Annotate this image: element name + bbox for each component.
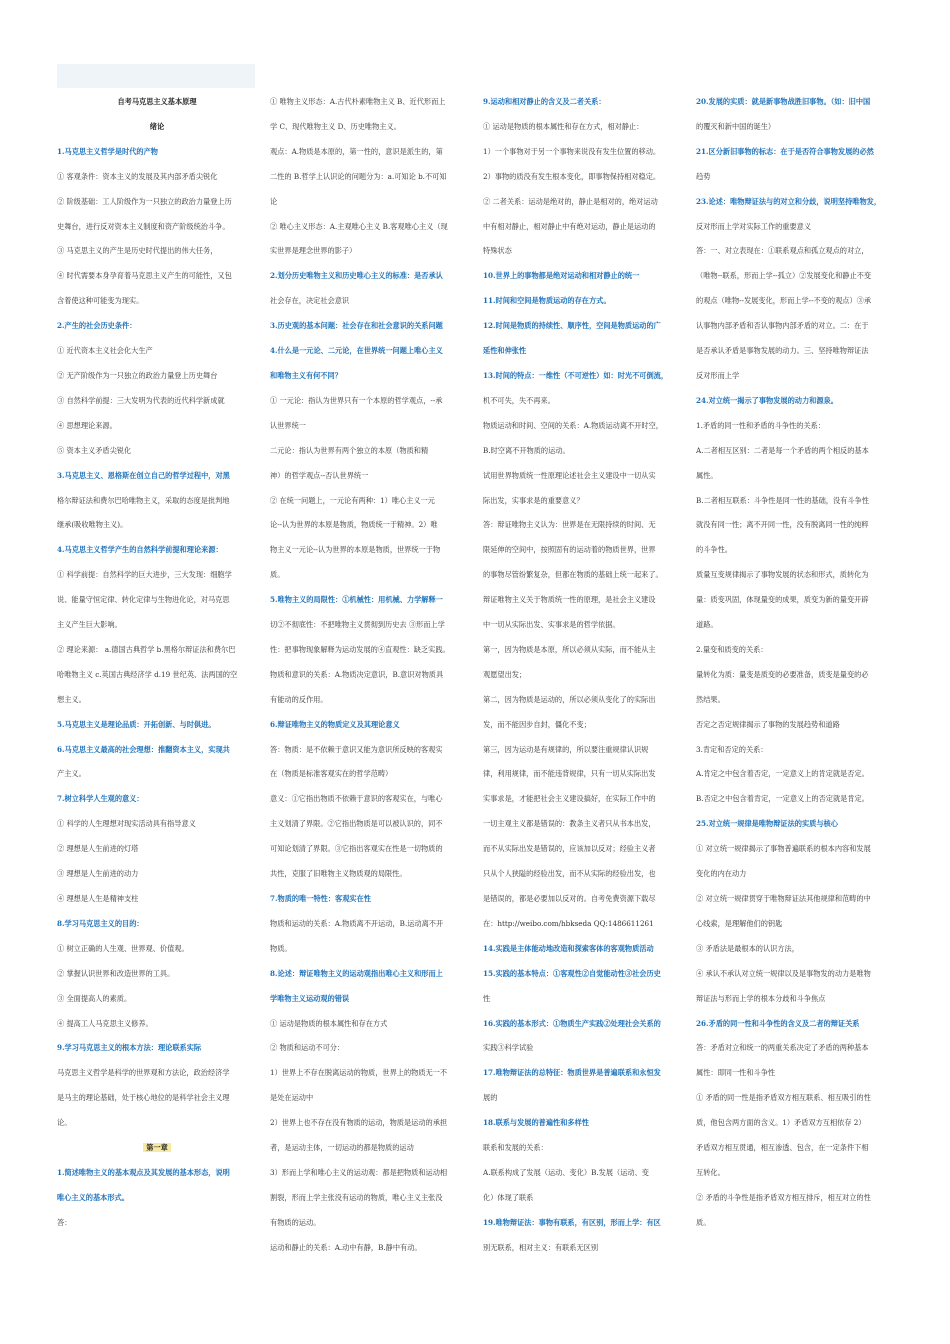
text-line: 二性的 B.哲学上认识论的问题分为：a.可知论 b.不可知: [270, 171, 447, 181]
text-line: 律，利用规律，而不能违背规律，只有一切从实际出发: [483, 769, 656, 779]
text-line: 中有相对静止，相对静止中有绝对运动，静止是运动的: [483, 221, 656, 231]
section-heading: 20.发展的实质：就是新事物战胜旧事物。（如：旧中国: [696, 97, 871, 106]
text-line: 答：: [57, 1217, 72, 1227]
text-line: 者，是运动主体，一切运动的都是物质的运动: [270, 1143, 414, 1153]
text-line: ③ 自然科学前提：三大发明为代表的近代科学新成就: [57, 395, 225, 405]
document-title: 绪论: [149, 121, 165, 131]
text-line: B.二者相互联系：斗争性是同一性的基础，没有斗争性: [696, 495, 869, 505]
text-line: 有能动的反作用。: [270, 694, 328, 704]
text-line: 实事求是，才能把社会主义建设搞好，在实际工作中的: [483, 794, 656, 804]
section-heading: 9.运动和相对静止的含义及二者关系：: [483, 97, 606, 106]
text-line: 的覆灭和新中国的诞生）: [696, 121, 776, 131]
section-heading: 10.世界上的事物都是绝对运动和相对静止的统一: [483, 271, 640, 281]
section-heading: 14.实践是主体能动地改造和探索客体的客观物质活动: [483, 943, 654, 953]
text-line: ① 唯物主义形态：A.古代朴素唯物主义 B、近代形而上: [270, 97, 446, 106]
text-line: 观点：A.物质是本原的，第一性的，意识是派生的，第: [270, 146, 443, 156]
section-heading: 2.产生的社会历史条件：: [57, 321, 137, 331]
text-line: 物质和意识的关系：A.物质决定意识，B.意识对物质具: [270, 669, 444, 679]
text-column-1: [57, 90, 257, 1236]
section-heading: 6.马克思主义最高的社会理想：推翻资本主义，实现共: [57, 744, 230, 754]
section-heading: 21.区分新旧事物的标志：在于是否符合事物发展的必然: [696, 146, 874, 156]
text-line: ③ 矛盾法是最根本的认识方法，: [696, 943, 799, 953]
text-line: 割裂，形而上学主张没有运动的物质，唯心主义主张没: [270, 1192, 443, 1202]
text-line: 1）一个事物对于另一个事物来说没有发生位置的移动。: [483, 146, 661, 156]
section-heading: 8.论述：辩证唯物主义的运动观指出唯心主义和形而上: [270, 968, 443, 978]
text-line: 学 C、现代唯物主义 D、历史唯物主义。: [270, 121, 401, 131]
text-line: ② 对立统一规律贯穿于唯物辩证法其他规律和范畴的中: [696, 894, 871, 903]
text-line: 机不可失，失不再来。: [483, 395, 555, 405]
text-line: 一切主观主义都是错误的：教条主义者只从书本出发，: [483, 819, 656, 829]
text-line: 就没有同一性；离不开同一性，没有脱离同一性的纯粹: [696, 520, 869, 530]
text-line: ② 理论来源： a.德国古典哲学 b.黑格尔辩证法和费尔巴: [57, 644, 236, 654]
text-line: 主义产生巨大影响。: [57, 620, 122, 630]
text-line: 然结果。: [696, 694, 725, 704]
text-line: 产主义。: [57, 769, 86, 779]
section-heading: 和唯物主义有何不同？: [270, 370, 342, 380]
text-line: ① 近代资本主义社会化大生产: [57, 346, 153, 356]
text-line: 物质和运动的关系：A.物质离不开运动，B.运动离不开: [270, 918, 444, 928]
text-line: 的观点（唯物--发展变化，形而上学--不变的观点）③承: [696, 296, 872, 306]
text-line: 2）世界上也不存在没有物质的运动，物质是运动的承担: [270, 1118, 448, 1128]
section-heading: 13.时间的特点：一维性（不可逆性）如：时光不可倒流，: [483, 370, 669, 380]
text-line: 反对形而上学: [696, 370, 740, 380]
text-line: 特殊状态: [483, 246, 512, 256]
text-line: 辩证唯物主义关于物质统一性的原理，是社会主义建设: [483, 595, 656, 605]
chapter-heading-label: 第一章: [143, 1143, 171, 1152]
text-line: 马克思主义哲学是科学的世界观和方法论，政治经济学: [57, 1068, 230, 1078]
text-line: 第一，因为物质是本原，所以必须从实际，而不能从主: [483, 644, 656, 654]
text-line: 性: [483, 993, 491, 1003]
text-line: ① 矛盾的同一性是指矛盾双方相互联系、相互吸引的性: [696, 1093, 871, 1103]
text-line: 否定之否定规律揭示了事物的发展趋势和道路: [696, 719, 840, 729]
text-line: 性：把事物现象解释为运动发展的④直观性：缺乏实践。: [270, 644, 450, 654]
text-line: 实世界是理念世界的影子）: [270, 246, 357, 256]
section-heading: 7.物质的唯一特性：客观实在性: [270, 894, 371, 903]
text-line: 共性，克服了旧唯物主义物质观的局限性。: [270, 869, 407, 879]
section-heading: 4.什么是一元论、二元论，在世界统一问题上唯心主义: [270, 346, 443, 356]
text-line: 试用世界物质统一性原理论述社会主义建设中一切从实: [483, 470, 656, 480]
text-line: 质量互变规律揭示了事物发展的状态和形式，质转化为: [696, 570, 869, 580]
section-heading: 7.树立科学人生观的意义：: [57, 794, 144, 804]
text-line: 的事物尽管纷繁复杂，但都在物质的基础上统一起来了。: [483, 570, 663, 580]
text-line: 切②不彻底性：不把唯物主义贯彻到历史去 ③形而上学: [270, 620, 445, 630]
text-line: A.联系构成了发展（运动、变化）B.发展（运动、变: [483, 1167, 649, 1177]
text-line: 在（物质是标准客观实在的哲学范畴）: [270, 769, 393, 779]
section-heading: 延性和伸张性: [483, 346, 527, 356]
text-line: 主义划清了界限。②它指出物质是可以被认识的，同不: [270, 819, 443, 829]
text-line: 是处在运动中: [270, 1093, 314, 1103]
text-line: ④ 思想理论来源。: [57, 420, 117, 430]
text-line: 的斗争性。: [696, 545, 732, 555]
section-heading: 1.简述唯物主义的基本观点及其发展的基本形态，说明: [57, 1167, 230, 1177]
text-line: 想主义。: [57, 694, 86, 704]
text-line: 答：辩证唯物主义认为：世界是在无限持续的时间、无: [483, 520, 656, 530]
section-heading: 9.学习马克思主义的根本方法：理论联系实际: [57, 1043, 202, 1053]
text-line: ② 物质和运动不可分：: [270, 1043, 345, 1053]
section-heading: 1.马克思主义哲学是时代的产物: [57, 146, 158, 156]
text-line: 属性：即同一性和斗争性: [696, 1068, 776, 1078]
section-heading: 5.马克思主义是理论品质：开拓创新、与时俱进。: [57, 719, 216, 729]
text-line: 答：物质：是不依赖于意识又能为意识所反映的客观实: [270, 744, 443, 754]
text-line: ④ 提高工人马克思主义修养。: [57, 1018, 153, 1028]
section-heading: 唯心主义的基本形式。: [57, 1192, 129, 1202]
text-line: 而不从实际出发是错误的，应该加以反对；经验主义者: [483, 844, 656, 854]
text-line: 有物质的运动。: [270, 1217, 321, 1227]
text-line: 质。: [696, 1217, 711, 1227]
text-line: B.时空离不开物质的运动。: [483, 445, 570, 455]
text-line: 论--认为世界的本原是物质，物质统一于精神。2）唯: [270, 520, 438, 530]
text-line: 是否承认矛盾是事物发展的动力。三、坚持唯物辩证法: [696, 346, 869, 356]
text-line: 观愿望出发；: [483, 669, 527, 679]
text-line: 可知论划清了界限。③它指出客观实在性是一切物质的: [270, 844, 443, 854]
text-line: 心线索，是理解他们的钥匙: [696, 918, 783, 928]
text-line: 格尔辩证法和费尔巴哈唯物主义，采取的态度是批判地: [57, 495, 230, 505]
section-heading: 8.学习马克思主义的目的：: [57, 918, 144, 928]
section-heading: 5.唯物主义的局限性：①机械性：用机械、力学解释一: [270, 595, 443, 605]
text-line: 史舞台，进行反对资本主义制度和资产阶级统治斗争。: [57, 221, 230, 231]
text-line: 质。: [270, 570, 285, 580]
section-heading: 学唯物主义运动观的错误: [270, 993, 350, 1003]
text-line: ② 矛盾的斗争性是指矛盾双方相互排斥，相互对立的性: [696, 1192, 871, 1202]
text-line: 2.量变和质变的关系：: [696, 644, 768, 654]
text-line: （唯物--联系，形而上学--孤立）②发展变化和静止不变: [696, 271, 872, 281]
text-line: A.二者相互区别：二者是每一个矛盾的两个相反的基本: [696, 445, 869, 455]
text-line: 变化的内在动力: [696, 869, 747, 879]
text-line: 说、能量守恒定律、转化定律与生物进化论，对马克思: [57, 595, 230, 605]
text-line: ① 树立正确的人生观、世界观、价值观。: [57, 943, 189, 953]
text-line: 展的: [483, 1093, 498, 1103]
text-line: A.肯定之中包含着否定，一定意义上的肯定就是否定。: [696, 769, 869, 779]
section-heading: 25.对立统一规律是唯物辩证法的实质与核心: [696, 819, 838, 829]
text-line: 2）事物的质没有发生根本变化，即事物保持相对稳定。: [483, 171, 661, 181]
section-heading: 19.唯物辩证法：事物有联系，有区别，形而上学：有区: [483, 1217, 661, 1227]
text-line: 别无联系，相对主义：有联系无区别: [483, 1242, 599, 1252]
text-line: 认事物内部矛盾和否认事物内部矛盾的对立。二：在于: [696, 321, 869, 331]
text-line: 3.肯定和否定的关系：: [696, 744, 768, 754]
section-heading: 2.划分历史唯物主义和历史唯心主义的标准：是否承认: [270, 271, 443, 281]
text-line: 1.矛盾的同一性和矛盾的斗争性的关系：: [696, 420, 826, 430]
text-line: 第二，因为物质是运动的，所以必须从变化了的实际出: [483, 694, 656, 704]
text-line: B.否定之中包含着肯定，一定意义上的否定就是肯定。: [696, 794, 869, 804]
section-heading: 17.唯物辩证法的总特征：物质世界是普遍联系和永恒发: [483, 1068, 661, 1078]
section-heading: 18.联系与发展的普遍性和多样性: [483, 1118, 589, 1128]
text-line: ② 理想是人生前进的灯塔: [57, 844, 139, 854]
text-line: 3）形而上学和唯心主义的运动观：都是把物质和运动相: [270, 1167, 448, 1177]
text-line: 属性。: [696, 470, 718, 480]
text-line: 实践③科学试验: [483, 1043, 534, 1053]
text-line: 只从个人狭隘的经验出发，而不从实际的经验出发，也: [483, 869, 656, 879]
text-line: ① 客观条件：资本主义的发展及其内部矛盾尖锐化: [57, 171, 218, 181]
text-line: ① 对立统一规律揭示了事物普遍联系的根本内容和发展: [696, 844, 871, 854]
text-line: ② 二者关系：运动是绝对的，静止是相对的，绝对运动: [483, 196, 658, 206]
text-line: 论: [270, 196, 278, 206]
text-line: 答：一、对立表现在：①联系观点和孤立观点的对立，: [696, 246, 869, 256]
text-line: ② 唯心主义形态：A.主观唯心主义 B.客观唯心主义（现: [270, 221, 448, 231]
text-line: 论。: [57, 1118, 72, 1128]
text-line: 运动和静止的关系：A.动中有静，B.静中有动。: [270, 1242, 422, 1252]
text-line: 量：质变巩固，体现量变的成果，质变为新的量变开辟: [696, 595, 869, 605]
chapter-heading: [57, 1136, 257, 1161]
text-column-4: [696, 90, 896, 1236]
text-line: ② 掌握认识世界和改造世界的工具。: [57, 968, 175, 978]
header-highlight-band: [57, 64, 255, 88]
text-line: 是马主的理论基础，处于核心地位的是科学社会主义理: [57, 1093, 230, 1103]
text-line: 是错误的，都是必要加以反对的。自考免费资源下载尽: [483, 894, 656, 903]
text-line: 继承(吸收唯物主义)。: [57, 520, 128, 530]
section-heading: 26.矛盾的同一性和斗争性的含义及二者的辩证关系: [696, 1018, 860, 1028]
text-line: 反对形而上学对实际工作的重要意义: [696, 221, 812, 231]
section-heading: 11.时间和空间是物质运动的存在方式。: [483, 296, 611, 306]
text-column-2: [270, 90, 470, 1261]
text-line: 第三，因为运动是有规律的，所以要注重规律认识规: [483, 744, 649, 754]
text-line: 趋势: [696, 171, 711, 181]
text-line: 量转化为质：量变是质变的必要准备，质变是量变的必: [696, 669, 869, 679]
text-line: ① 运动是物质的根本属性和存在方式: [270, 1018, 388, 1028]
text-line: 哈唯物主义 c.英国古典经济学 d.19 世纪英、法两国的空: [57, 669, 238, 679]
text-line: ⑤ 资本主义矛盾尖锐化: [57, 445, 132, 455]
text-line: 认世界统一: [270, 420, 306, 430]
text-line: ② 阶级基础：工人阶级作为一只独立的政治力量登上历: [57, 196, 232, 206]
text-line: 神）的哲学观点--否认世界统一: [270, 470, 369, 480]
text-line: 意义：①它指出物质不依赖于意识的客观实在，与唯心: [270, 794, 443, 804]
text-line: 限延伸的空间中，按照固有的运动着的物质世界，世界: [483, 545, 656, 555]
section-heading: 23.论述：唯物辩证法与的对立和分歧，说明坚持唯物发，: [696, 196, 882, 206]
text-line: ② 在统一问题上，一元论有两种：1）唯心主义一元: [270, 495, 435, 505]
document-title: 自考马克思主义基本原理: [117, 97, 197, 106]
text-line: ① 科学的人生理想对现实活动具有指导意义: [57, 819, 196, 829]
text-line: 联系和发展的关系：: [483, 1143, 548, 1153]
text-line: 互转化。: [696, 1167, 725, 1177]
section-heading: 6.辩证唯物主义的物质定义及其理论意义: [270, 719, 400, 729]
text-line: ③ 马克思主义的产生是历史时代提出的伟大任务，: [57, 246, 218, 256]
section-heading: 12.时间是物质的持续性、顺序性，空间是物质运动的广: [483, 321, 661, 331]
text-line: 质，他包含两方面的含义。1）矛盾双方互相依存 2）: [696, 1118, 866, 1128]
text-line: ① 科学前提：自然科学的巨大进步，三大发现：细胞学: [57, 570, 232, 580]
text-column-3: [483, 90, 683, 1261]
text-line: ④ 时代需要本身孕育着马克思主义产生的可能性，又包: [57, 271, 232, 281]
section-heading: 4.马克思主义哲学产生的自然科学前提和理论来源：: [57, 545, 223, 555]
text-line: 际出发，实事求是的重要意义？: [483, 495, 584, 505]
text-line: ③ 全面提高人的素质。: [57, 993, 132, 1003]
text-line: ① 运动是物质的根本属性和存在方式，相对静止：: [483, 121, 644, 131]
section-heading: 3.马克思主义、恩格斯在创立自己的哲学过程中，对黑: [57, 470, 230, 480]
text-line: 中一切从实际出发、实事求是的哲学依据。: [483, 620, 620, 630]
text-line: 矛盾双方相互贯通，相互渗透、包含，在一定条件下相: [696, 1143, 869, 1153]
text-line: 含着使这种可能变为现实。: [57, 296, 144, 306]
text-line: 道路。: [696, 620, 718, 630]
text-line: ② 无产阶级作为一只独立的政治力量登上历史舞台: [57, 370, 218, 380]
text-line: 在：http://weibo.com/hbkseda QQ:1486611261: [483, 918, 654, 928]
text-line: 辩证法与形而上学的根本分歧和斗争焦点: [696, 993, 826, 1003]
section-heading: 15.实践的基本特点：①客观性②自觉能动性③社会历史: [483, 968, 661, 978]
text-line: 答：矛盾对立和统一的两重关系决定了矛盾的两种基本: [696, 1043, 869, 1053]
text-line: 物质。: [270, 943, 292, 953]
section-heading: 24.对立统一揭示了事物发展的动力和源泉。: [696, 395, 838, 405]
text-line: 二元论：指认为世界有两个独立的本原（物质和精: [270, 445, 429, 455]
text-line: 1）世界上不存在脱离运动的物质，世界上的物质无一不: [270, 1068, 448, 1078]
text-line: 社会存在，决定社会意识: [270, 296, 350, 306]
text-line: ③ 理想是人生前进的动力: [57, 869, 139, 879]
text-line: 物主义一元论--认为世界的本原是物质，世界统一于物: [270, 545, 441, 555]
text-line: ④ 理想是人生是精神支柱: [57, 894, 139, 903]
text-line: ④ 承认不承认对立统一规律以及是事物发的动力是唯物: [696, 968, 871, 978]
text-line: 发，而不能因步自封，僵化不变；: [483, 719, 591, 729]
section-heading: 16.实践的基本形式：①物质生产实践②处理社会关系的: [483, 1018, 661, 1028]
section-heading: 3.历史观的基本问题：社会存在和社会意识的关系问题: [270, 321, 443, 331]
text-line: ① 一元论：指认为世界只有一个本原的哲学观点，--承: [270, 395, 443, 405]
text-line: 化）体现了联系: [483, 1192, 534, 1202]
text-line: 物质运动和时间、空间的关系：A.物质运动离不开时空，: [483, 420, 663, 430]
